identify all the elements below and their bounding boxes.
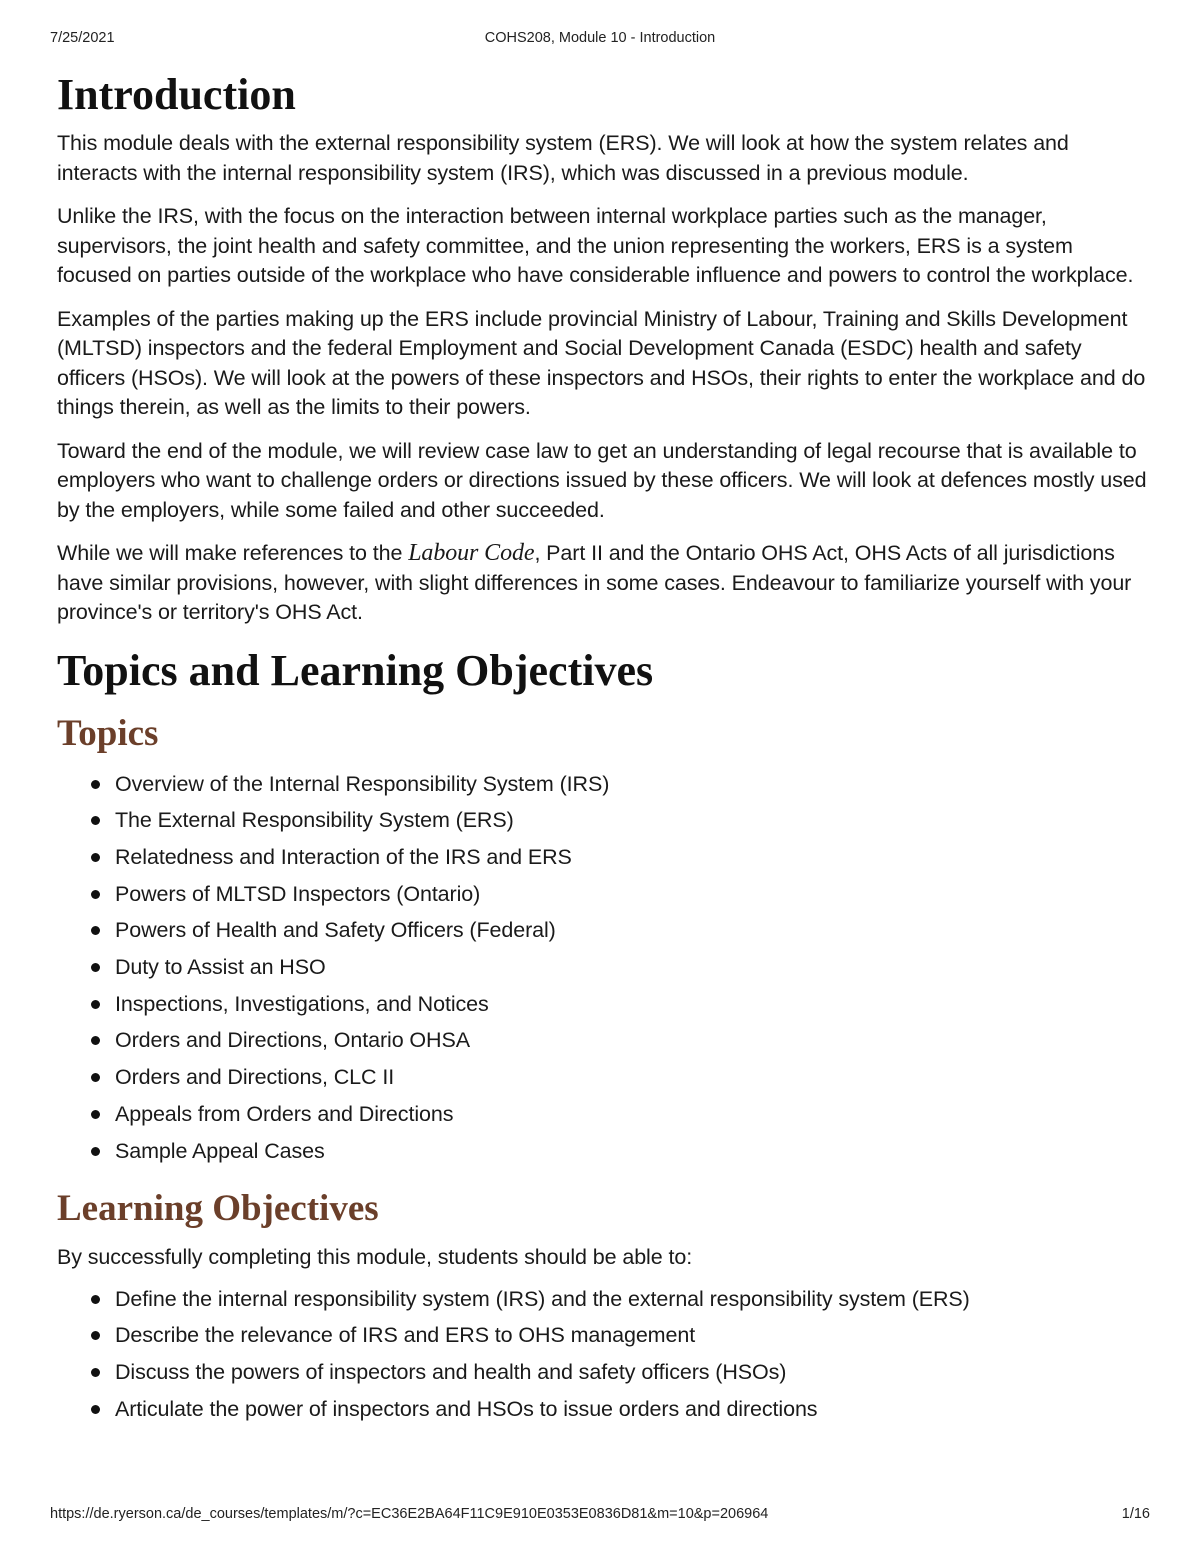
topic-item-text: The External Responsibility System (ERS) — [115, 808, 514, 833]
print-doc-title: COHS208, Module 10 - Introduction — [484, 30, 716, 46]
bullet-icon — [91, 1405, 100, 1414]
print-url: https://de.ryerson.ca/de_courses/templates/m/?c=EC36E2BA64F11C9E910E0353E0836D81&m=10&p=206964 — [50, 1506, 769, 1522]
bullet-icon — [91, 890, 100, 899]
topic-item-text: Duty to Assist an HSO — [115, 955, 326, 980]
intro-paragraph-5 — [57, 539, 1147, 628]
topic-item-text: Relatedness and Interaction of the IRS and ERS — [115, 844, 572, 869]
topic-item — [115, 912, 1147, 949]
objective-item — [115, 1317, 1147, 1354]
bullet-icon — [91, 853, 100, 862]
intro-paragraph-2: Unlike the IRS, with the focus on the interaction between internal workplace parties such as the manager, supervisors, the joint health and safety committee, and the union representing the workers, ERS is a system focused on parties outside of the workplace who have considerable influence and powers to control the workplace. — [57, 204, 1134, 287]
objective-item-text: Discuss the powers of inspectors and health and safety officers (HSOs) — [115, 1360, 787, 1385]
bullet-icon — [91, 1295, 100, 1304]
objective-item-text: Define the internal responsibility system (IRS) and the external responsibility system (ERS) — [115, 1286, 970, 1311]
topic-item-text: Powers of MLTSD Inspectors (Ontario) — [115, 881, 481, 906]
bullet-icon — [91, 963, 100, 972]
topic-item — [115, 1096, 1147, 1133]
bullet-icon — [91, 1073, 100, 1082]
topics-list — [57, 766, 1147, 1170]
topic-item — [115, 1133, 1147, 1170]
module-content — [57, 70, 1147, 1428]
topic-item-text: Powers of Health and Safety Officers (Federal) — [115, 918, 556, 943]
bullet-icon — [91, 1331, 100, 1340]
topic-item — [115, 876, 1147, 913]
topic-item-text: Sample Appeal Cases — [115, 1138, 325, 1163]
bullet-icon — [91, 1036, 100, 1045]
bullet-icon — [91, 1000, 100, 1009]
p5-text-after: , Part II and the Ontario OHS Act, OHS Acts of all jurisdictions have similar provisions, however, with slight differences in some cases. Endeavour to familiarize yourself with your province's or territory's OHS Act. — [57, 541, 1132, 624]
topic-item — [115, 1022, 1147, 1059]
topic-item — [115, 766, 1147, 803]
print-header — [50, 30, 1150, 50]
intro-heading: Introduction — [57, 70, 296, 119]
topic-item — [115, 986, 1147, 1023]
topic-item — [115, 802, 1147, 839]
objectives-list — [57, 1281, 1147, 1428]
topics-objectives-heading: Topics and Learning Objectives — [57, 645, 654, 695]
objective-item — [115, 1281, 1147, 1318]
objective-item-text: Articulate the power of inspectors and HSOs to issue orders and directions — [115, 1396, 818, 1421]
objective-item — [115, 1391, 1147, 1428]
bullet-icon — [91, 1110, 100, 1119]
intro-paragraph-4: Toward the end of the module, we will review case law to get an understanding of legal recourse that is available to employers who want to challenge orders or directions issued by these officers. We will look at defences mostly used by the employers, while some failed and other succeeded. — [57, 438, 1147, 522]
objectives-intro: By successfully completing this module, students should be able to: — [57, 1245, 693, 1270]
topic-item-text: Inspections, Investigations, and Notices — [115, 991, 489, 1016]
print-date: 7/25/2021 — [50, 30, 115, 46]
print-footer — [50, 1506, 1150, 1526]
bullet-icon — [91, 1368, 100, 1377]
bullet-icon — [91, 780, 100, 789]
intro-paragraph-3: Examples of the parties making up the ERS include provincial Ministry of Labour, Training and Skills Development (MLTSD) inspectors and the federal Employment and Social Development Canada (ESDC) health and safety officers (HSOs). We will look at the powers of these inspectors and HSOs, their rights to enter the workplace and do things therein, as well as the limits to their powers. — [57, 306, 1146, 419]
learning-objectives-heading: Learning Objectives — [57, 1188, 379, 1230]
page-number: 1/16 — [1121, 1506, 1150, 1522]
topic-item-text: Orders and Directions, CLC II — [115, 1065, 395, 1090]
labour-code-italic: Labour Code — [408, 540, 535, 566]
objective-item-text: Describe the relevance of IRS and ERS to OHS management — [115, 1323, 696, 1348]
topic-item-text: Orders and Directions, Ontario OHSA — [115, 1028, 470, 1053]
bullet-icon — [91, 816, 100, 825]
p5-text-before: While we will make references to the — [57, 541, 409, 565]
topic-item — [115, 949, 1147, 986]
bullet-icon — [91, 926, 100, 935]
bullet-icon — [91, 1147, 100, 1156]
topic-item-text: Appeals from Orders and Directions — [115, 1101, 454, 1126]
topics-heading: Topics — [57, 712, 159, 754]
topic-item-text: Overview of the Internal Responsibility System (IRS) — [115, 771, 610, 796]
intro-paragraph-1: This module deals with the external responsibility system (ERS). We will look at how the system relates and interacts with the internal responsibility system (IRS), which was discussed in a previous module. — [57, 131, 1069, 185]
topic-item — [115, 1059, 1147, 1096]
objective-item — [115, 1354, 1147, 1391]
topic-item — [115, 839, 1147, 876]
